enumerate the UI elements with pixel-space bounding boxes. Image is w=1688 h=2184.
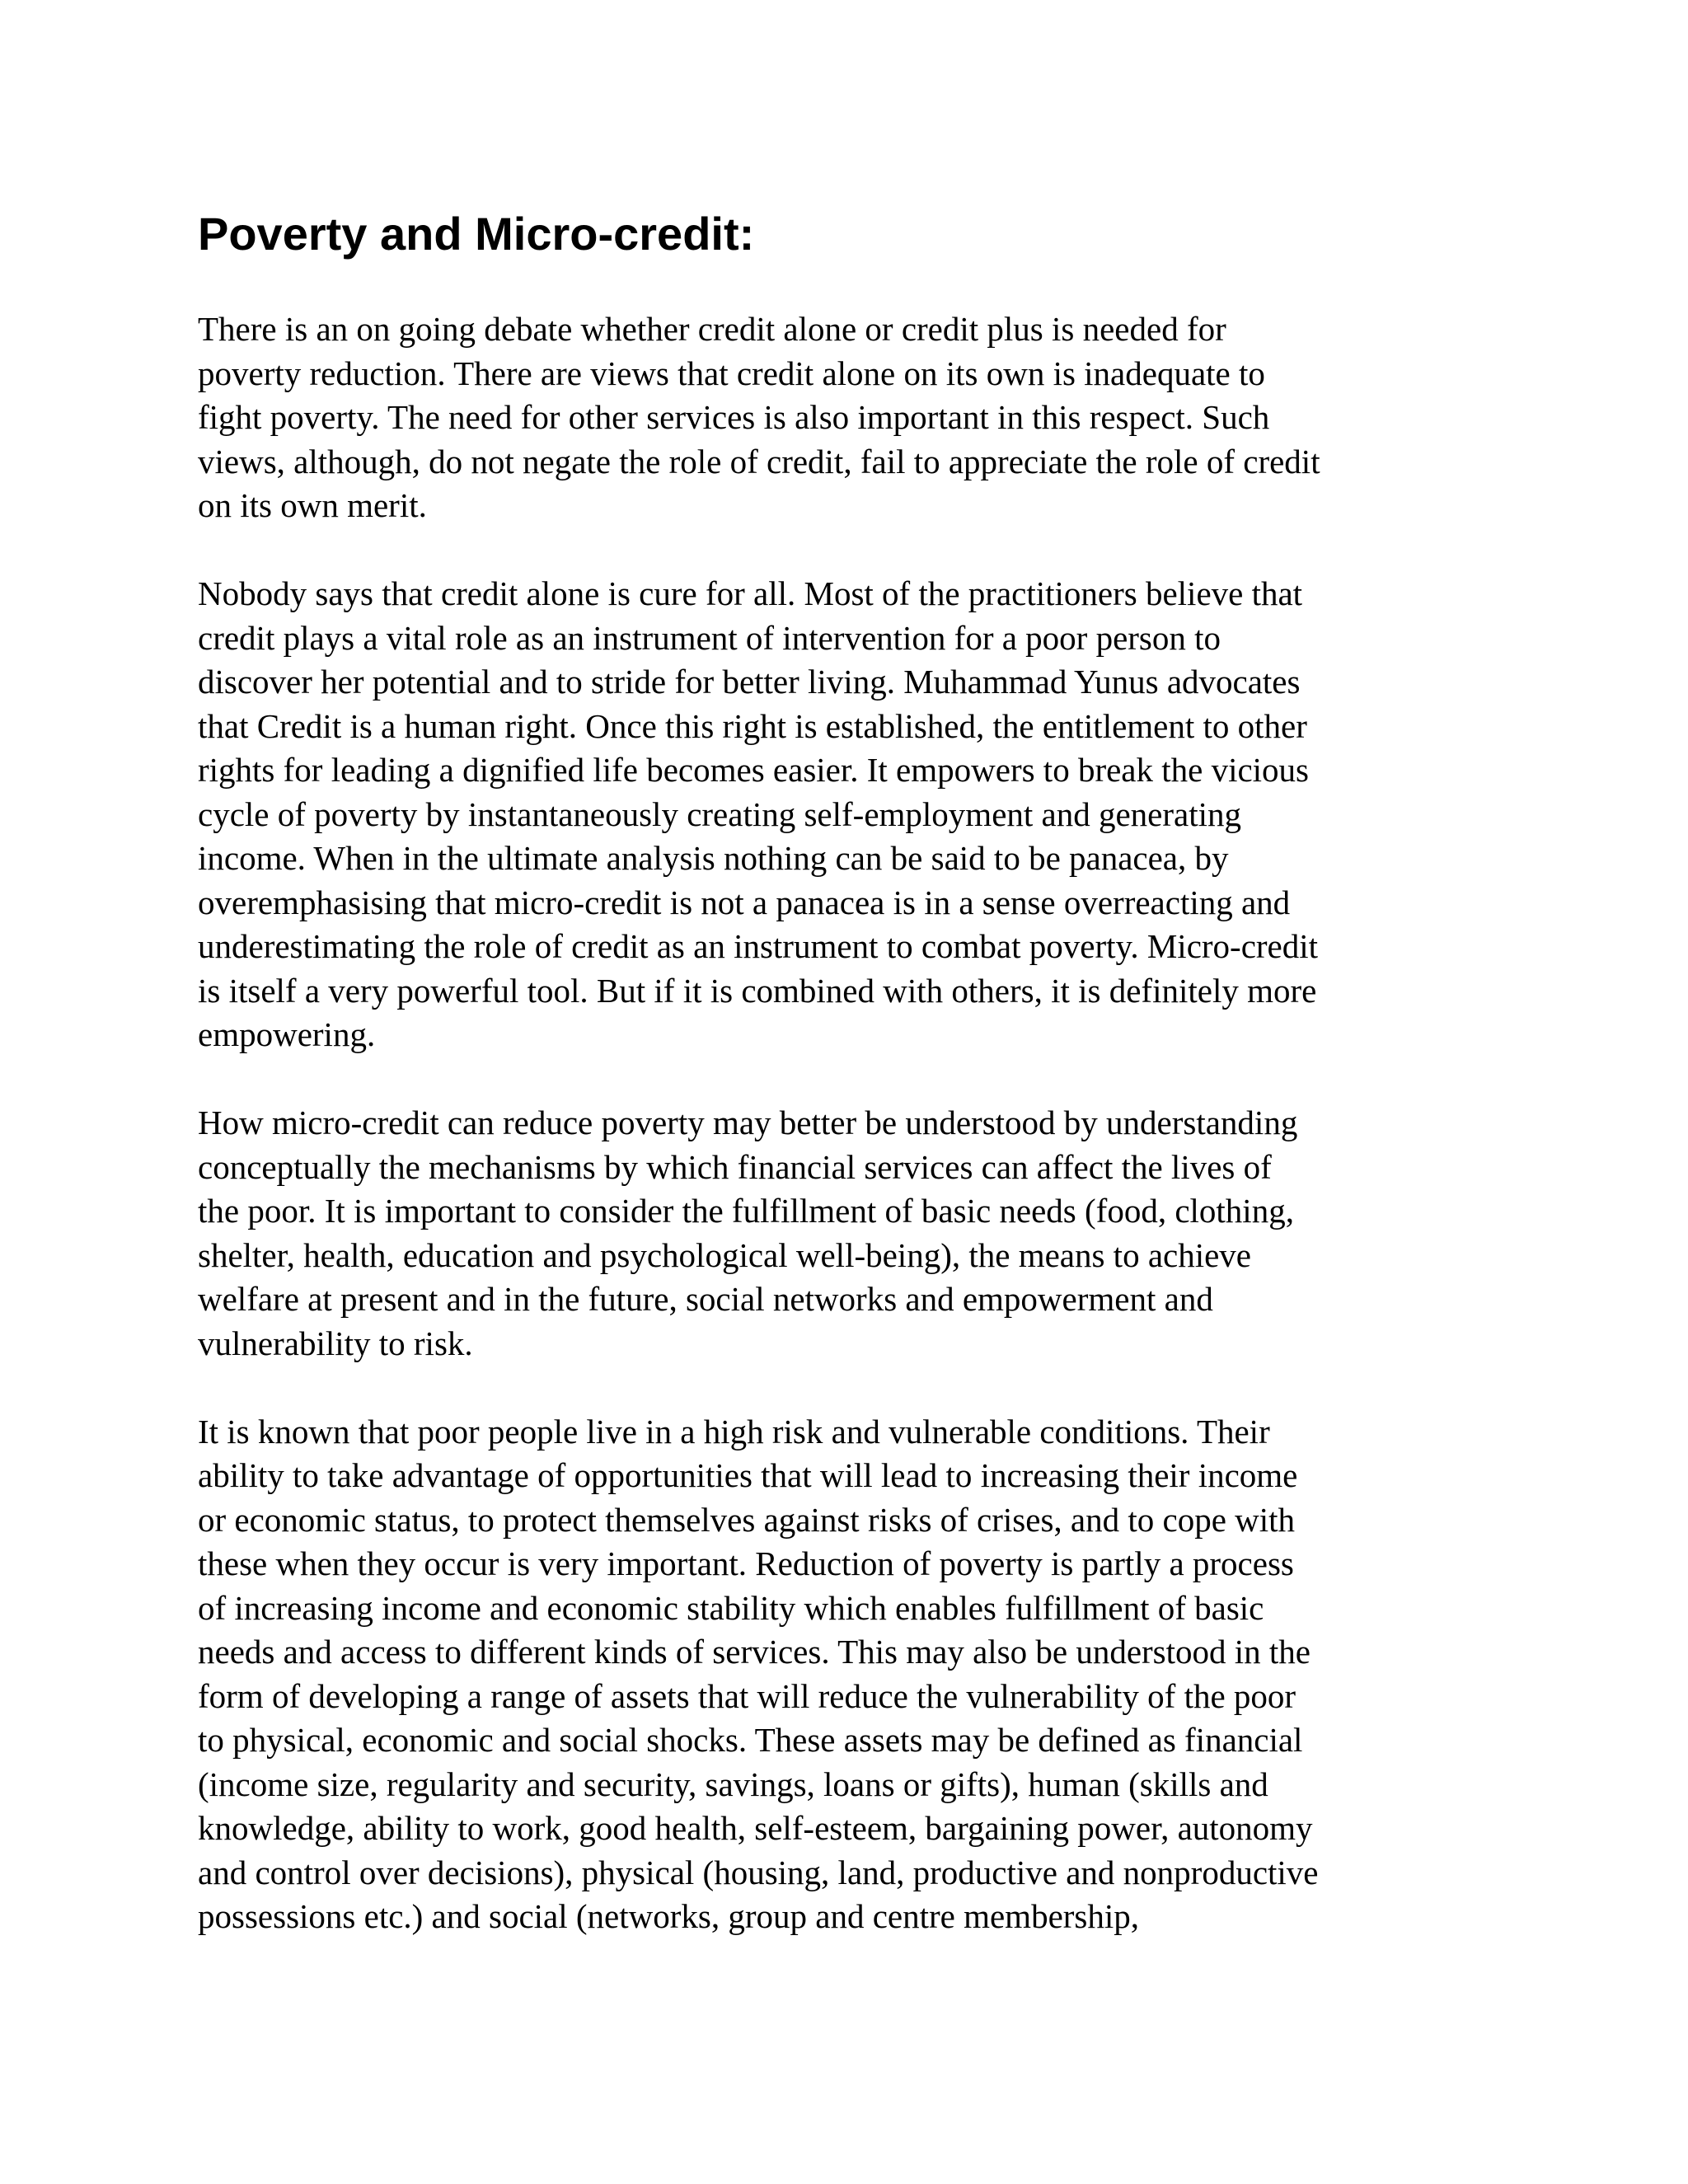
text-line: or economic status, to protect themselves against risks of crises, and to cope with bbox=[198, 1500, 1296, 1539]
text-line: knowledge, ability to work, good health, self-esteem, bargaining power, autonomy bbox=[198, 1809, 1313, 1848]
text-line: possessions etc.) and social (networks, group and centre membership, bbox=[198, 1897, 1140, 1936]
text-line: on its own merit. bbox=[198, 486, 427, 525]
document-title: Poverty and Micro-credit: bbox=[198, 208, 755, 260]
text-line: needs and access to different kinds of services. This may also be understood in the bbox=[198, 1633, 1311, 1671]
text-line: cycle of poverty by instantaneously creating self-employment and generating bbox=[198, 794, 1242, 833]
text-line: poverty reduction. There are views that credit alone on its own is inadequate to bbox=[198, 354, 1265, 392]
text-line: welfare at present and in the future, social networks and empowerment and bbox=[198, 1280, 1213, 1319]
text-line: to physical, economic and social shocks. These assets may be defined as financial bbox=[198, 1721, 1303, 1760]
text-line: the poor. It is important to consider the fulfillment of basic needs (food, clothing, bbox=[198, 1192, 1294, 1230]
paragraph-2 bbox=[198, 572, 1484, 1057]
text-line: shelter, health, education and psychological well-being), the means to achieve bbox=[198, 1235, 1252, 1274]
paragraph-4 bbox=[198, 1410, 1484, 1939]
text-line: empowering. bbox=[198, 1015, 376, 1054]
text-line: vulnerability to risk. bbox=[198, 1324, 473, 1362]
text-line: and control over decisions), physical (housing, land, productive and nonproductive bbox=[198, 1853, 1319, 1891]
text-line: is itself a very powerful tool. But if it is combined with others, it is definitely more bbox=[198, 971, 1317, 1010]
text-line: rights for leading a dignified life becomes easier. It empowers to break the vicious bbox=[198, 751, 1310, 790]
text-line: credit plays a vital role as an instrument of intervention for a poor person to bbox=[198, 618, 1221, 657]
text-line: (income size, regularity and security, savings, loans or gifts), human (skills and bbox=[198, 1765, 1268, 1803]
text-line: There is an on going debate whether credit alone or credit plus is needed for bbox=[198, 310, 1226, 349]
paragraph-list bbox=[198, 307, 1484, 1939]
paragraph-3 bbox=[198, 1101, 1484, 1366]
text-line: income. When in the ultimate analysis nothing can be said to be panacea, by bbox=[198, 839, 1229, 878]
text-line: underestimating the role of credit as an instrument to combat poverty. Micro-credit bbox=[198, 927, 1319, 966]
paragraph-1 bbox=[198, 307, 1484, 528]
text-line: fight poverty. The need for other services is also important in this respect. Such bbox=[198, 398, 1270, 437]
text-line: conceptually the mechanisms by which financial services can affect the lives of bbox=[198, 1147, 1272, 1186]
text-line: views, although, do not negate the role of credit, fail to appreciate the role of credit bbox=[198, 442, 1320, 480]
text-line: ability to take advantage of opportunities that will lead to increasing their income bbox=[198, 1456, 1298, 1495]
text-line: discover her potential and to stride for better living. Muhammad Yunus advocates bbox=[198, 663, 1301, 701]
document-body bbox=[198, 206, 1484, 1983]
text-line: overemphasising that micro-credit is not a panacea is in a sense overreacting and bbox=[198, 883, 1291, 921]
text-line: of increasing income and economic stability which enables fulfillment of basic bbox=[198, 1588, 1264, 1627]
text-line: form of developing a range of assets that will reduce the vulnerability of the poor bbox=[198, 1676, 1296, 1715]
text-line: these when they occur is very important. Reduction of poverty is partly a process bbox=[198, 1544, 1294, 1583]
text-line: It is known that poor people live in a high risk and vulnerable conditions. Their bbox=[198, 1412, 1270, 1451]
text-line: Nobody says that credit alone is cure for all. Most of the practitioners believe that bbox=[198, 574, 1303, 613]
text-line: How micro-credit can reduce poverty may better be understood by understanding bbox=[198, 1104, 1298, 1142]
text-line: that Credit is a human right. Once this right is established, the entitlement to other bbox=[198, 706, 1307, 745]
